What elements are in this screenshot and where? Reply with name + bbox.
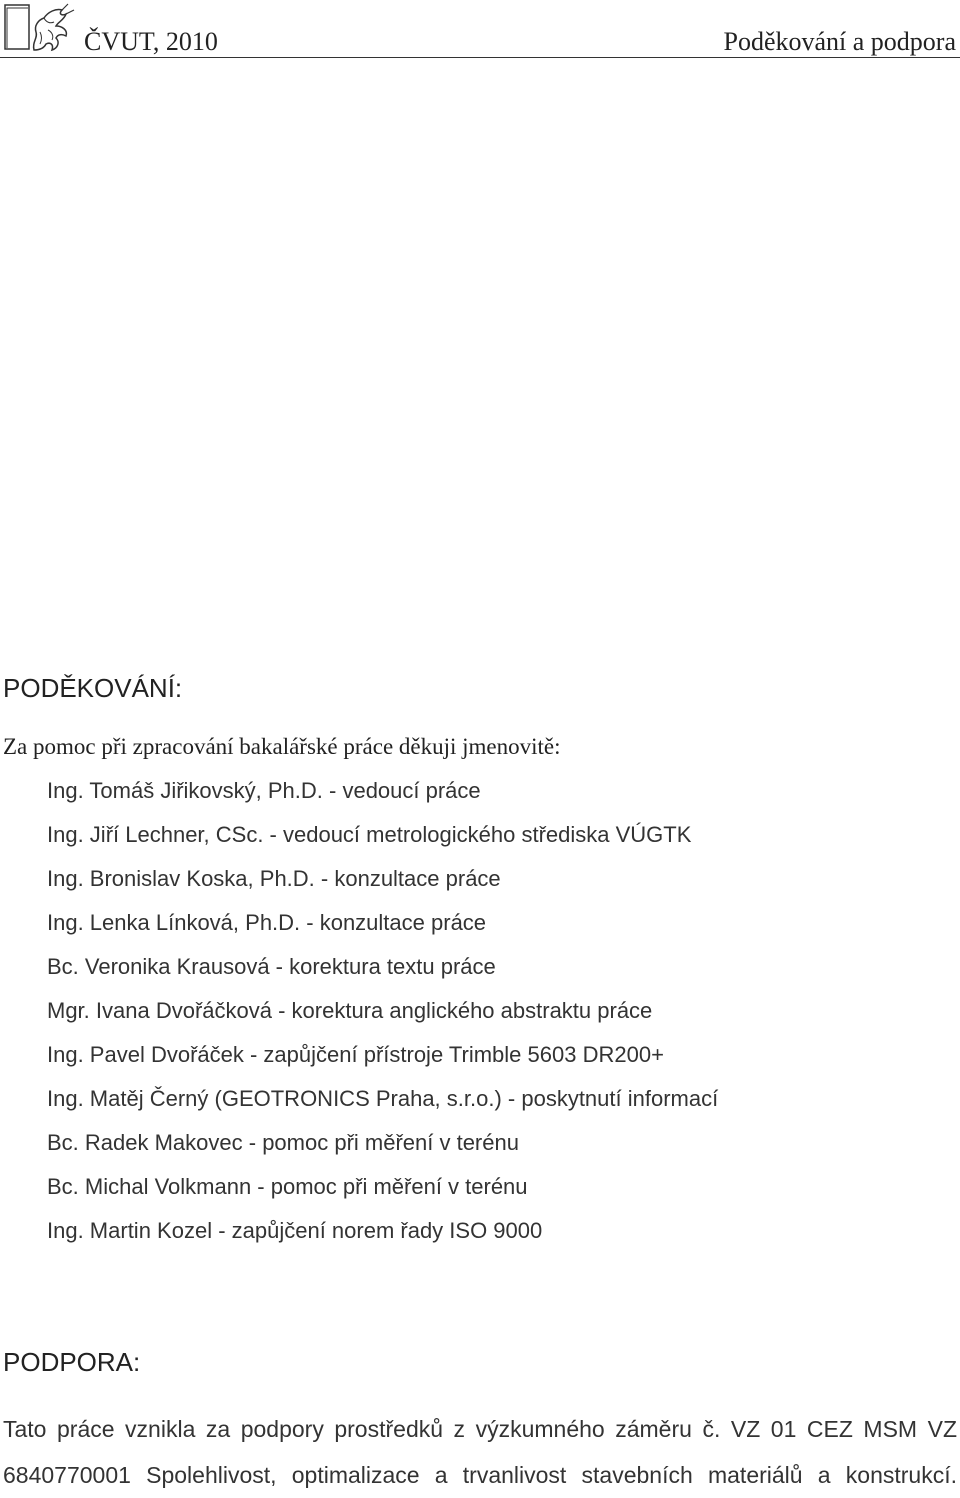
cvut-lion-logo-icon bbox=[4, 2, 76, 54]
list-item: Ing. Martin Kozel - zapůjčení norem řady ISO 9000 bbox=[47, 1218, 543, 1243]
acknowledgements-intro: Za pomoc při zpracování bakalářské práce děkuji jmenovitě: bbox=[3, 734, 561, 759]
list-item: Ing. Matěj Černý (GEOTRONICS Praha, s.r.o.) - poskytnutí informací bbox=[47, 1086, 719, 1111]
list-item: Ing. Bronislav Koska, Ph.D. - konzultace práce bbox=[47, 866, 501, 891]
list-item: Bc. Michal Volkmann - pomoc při měření v terénu bbox=[47, 1174, 528, 1199]
header-rule bbox=[0, 57, 960, 58]
support-line-2: 6840770001 Spolehlivost, optimalizace a trvanlivost stavebních materiálů a konstrukcí. bbox=[3, 1462, 957, 1488]
list-item: Mgr. Ivana Dvořáčková - korektura anglického abstraktu práce bbox=[47, 998, 653, 1023]
header-left-text: ČVUT, 2010 bbox=[84, 27, 218, 56]
support-line-1: Tato práce vznikla za podpory prostředků z výzkumného záměru č. VZ 01 CEZ MSM VZ bbox=[3, 1416, 957, 1442]
page-header bbox=[0, 0, 960, 60]
list-item: Ing. Pavel Dvořáček - zapůjčení přístroje Trimble 5603 DR200+ bbox=[47, 1042, 664, 1067]
list-item: Ing. Lenka Línková, Ph.D. - konzultace práce bbox=[47, 910, 487, 935]
support-paragraph bbox=[3, 1406, 957, 1498]
acknowledgements-list bbox=[47, 776, 718, 1260]
support-heading: PODPORA: bbox=[3, 1347, 141, 1377]
header-right-text: Poděkování a podpora bbox=[723, 27, 956, 56]
list-item: Bc. Veronika Krausová - korektura textu práce bbox=[47, 954, 496, 979]
list-item: Ing. Jiří Lechner, CSc. - vedoucí metrologického střediska VÚGTK bbox=[47, 822, 692, 847]
list-item: Bc. Radek Makovec - pomoc při měření v terénu bbox=[47, 1130, 519, 1155]
list-item: Ing. Tomáš Jiřikovský, Ph.D. - vedoucí práce bbox=[47, 778, 481, 803]
acknowledgements-heading: PODĚKOVÁNÍ: bbox=[3, 673, 183, 703]
